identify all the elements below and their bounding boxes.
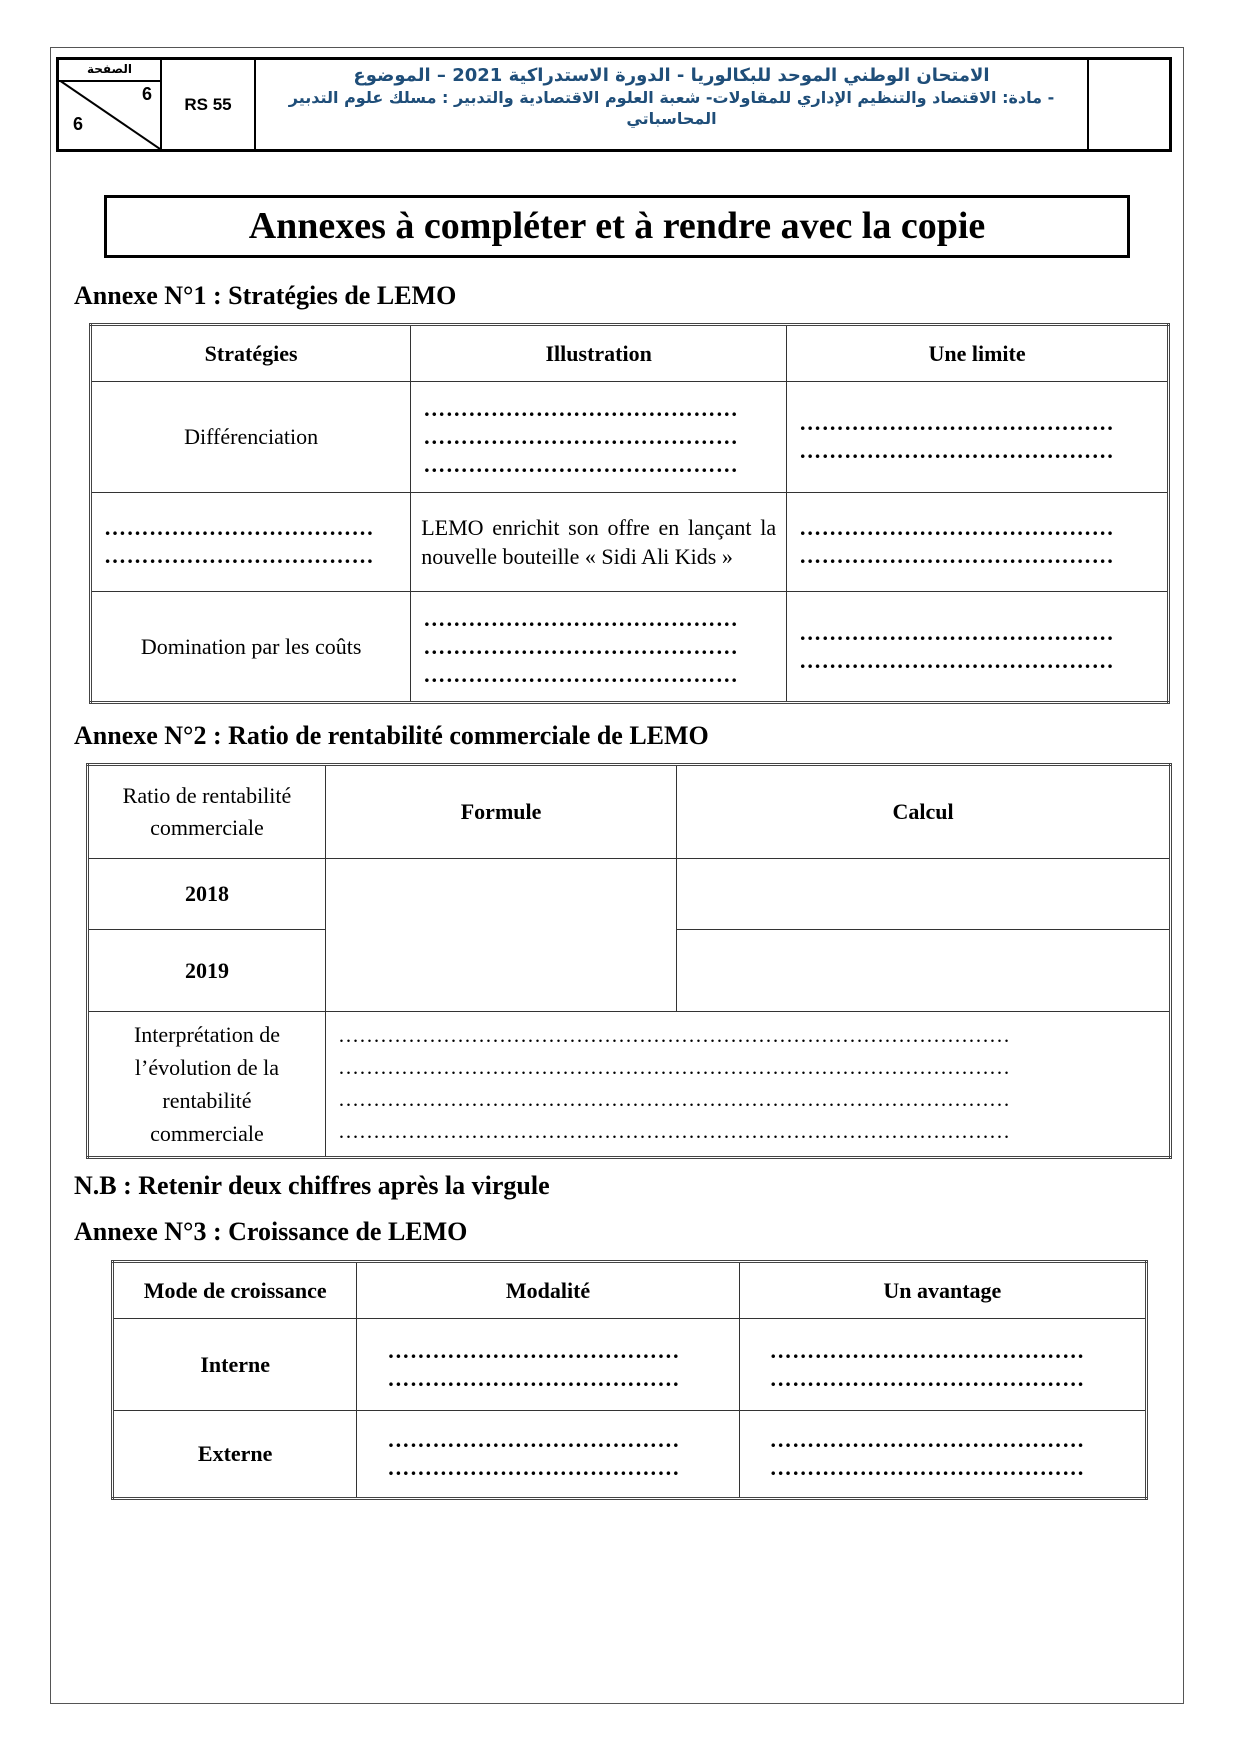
dotted-line: ………………………………… [387,1337,680,1363]
dotted-line: …………………………………… [799,515,1115,540]
annexe2-title: Annexe N°2 : Ratio de rentabilité commerciale de LEMO [74,721,709,750]
dotted-line: …………………………………… [423,396,739,421]
header-empty-cell [1089,60,1169,149]
header-advantage: Un avantage [739,1262,1146,1319]
dotted-line: …………………………………………………………………………………… [337,1119,1010,1143]
dotted-line: …………………………………… [769,1427,1085,1452]
page-total: 6 [73,114,84,134]
limit-answer-field[interactable] [787,382,1169,493]
table-row [113,1411,1147,1499]
dotted-line: …………………………………… [423,452,739,477]
dotted-line: …………………………………… [423,424,739,449]
formula-answer-field[interactable] [325,859,676,1012]
annexe3-table [111,1260,1148,1500]
mode-externe: Externe [113,1411,357,1499]
table-row [88,859,1171,930]
header-calc: Calcul [677,765,1171,859]
dotted-line: ………………………………… [387,1455,680,1480]
header-strategies: Stratégies [91,325,411,382]
dotted-line: …………………………………… [799,647,1115,673]
main-title: Annexes à compléter et à rendre avec la copie [104,195,1130,258]
calc-2019-answer-field[interactable] [677,930,1171,1012]
header-mode: Mode de croissance [113,1262,357,1319]
year-2018: 2018 [88,859,326,930]
dotted-line: ……………………………… [104,515,374,540]
dotted-line: …………………………………………………………………………………… [337,1087,1010,1111]
table-row [91,493,1169,592]
table-row [91,382,1169,493]
modality-answer-field[interactable] [357,1411,739,1499]
table-header-row [113,1262,1147,1319]
dotted-line: ………………………………… [387,1365,680,1391]
dotted-line: …………………………………………………………………………………… [337,1055,1010,1079]
annexe2-table [86,763,1172,1159]
header-illustration: Illustration [411,325,787,382]
header-modality: Modalité [357,1262,739,1319]
table-row [88,1012,1171,1158]
advantage-answer-field[interactable] [739,1411,1146,1499]
dotted-line: ………………………………… [387,1427,680,1452]
page-number-box [59,60,162,149]
limit-answer-field[interactable] [787,592,1169,703]
illustration-answer-field[interactable] [411,592,787,703]
interpretation-label: Interprétation de l’évolution de la rentabilité commerciale [88,1012,326,1158]
illustration-answer-field[interactable] [411,382,787,493]
advantage-answer-field[interactable] [739,1319,1146,1411]
exam-code: RS 55 [162,60,256,149]
year-2019: 2019 [88,930,326,1012]
mode-interne: Interne [113,1319,357,1411]
dotted-line: …………………………………… [769,1337,1085,1363]
limit-answer-field[interactable] [787,493,1169,592]
header-formula: Formule [325,765,676,859]
exam-header [56,57,1172,152]
header-ratio: Ratio de rentabilité commerciale [88,765,326,859]
dotted-line: …………………………………… [769,1455,1085,1480]
dotted-line: …………………………………… [423,605,739,631]
modality-answer-field[interactable] [357,1319,739,1411]
interpretation-answer-field[interactable] [325,1012,1170,1158]
strategy-domination-couts: Domination par les coûts [91,592,411,703]
dotted-line: …………………………………… [799,410,1115,435]
dotted-line: …………………………………… [799,619,1115,645]
page-number: 6 [141,84,152,104]
dotted-line: …………………………………… [423,661,739,687]
nb-note: N.B : Retenir deux chiffres après la virgule [74,1171,550,1200]
strategy-differenciation: Différenciation [91,382,411,493]
calc-2018-answer-field[interactable] [677,859,1171,930]
table-header-row [91,325,1169,382]
annexe3-title: Annexe N°3 : Croissance de LEMO [74,1217,468,1246]
annexe1-title: Annexe N°1 : Stratégies de LEMO [74,281,457,310]
exam-title-line1: الامتحان الوطني الموحد للبكالوريا - الدورة الاستدراكية 2021 – الموضوع [353,65,990,86]
dotted-line: …………………………………… [799,543,1115,568]
exam-title-line2: - مادة: الاقتصاد والتنظيم الإداري للمقاولات- شعبة العلوم الاقتصادية والتدبير : مسلك علوم التدبير المحاسباتي [288,88,1055,128]
dotted-line: …………………………………… [769,1365,1085,1391]
dotted-line: …………………………………… [799,438,1115,463]
dotted-line: …………………………………… [423,633,739,659]
table-row [91,592,1169,703]
page-label: الصفحة [59,60,160,82]
exam-title-box [256,60,1089,149]
strategy-answer-field[interactable] [91,493,411,592]
table-header-row [88,765,1171,859]
table-row [113,1319,1147,1411]
header-limit: Une limite [787,325,1169,382]
dotted-line: …………………………………………………………………………………… [337,1023,1010,1047]
dotted-line: ……………………………… [104,543,374,568]
illustration-sidi-ali-kids: LEMO enrichit son offre en lançant la nouvelle bouteille « Sidi Ali Kids » [411,493,787,592]
annexe1-table [89,323,1170,704]
